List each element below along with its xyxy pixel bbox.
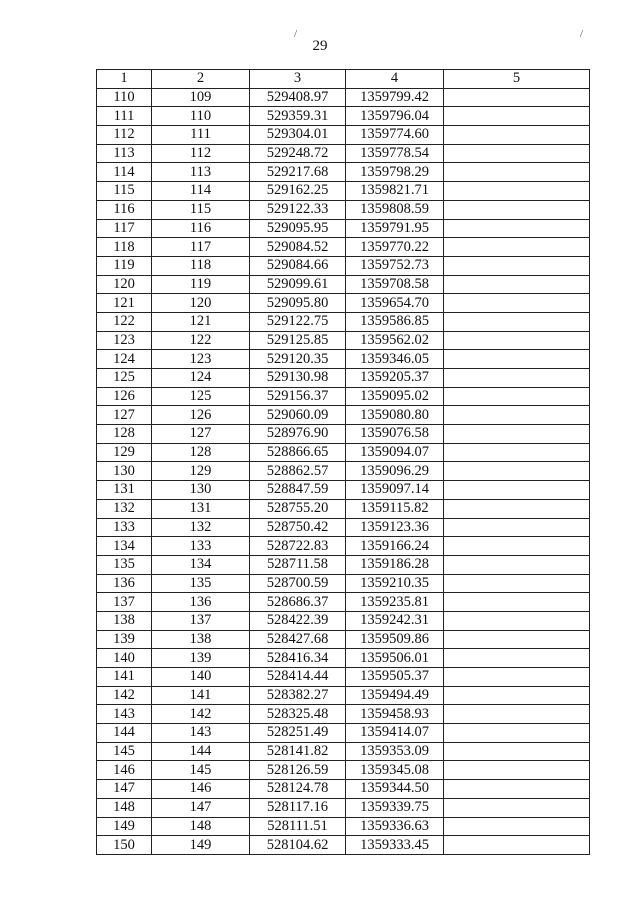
prev-point-cell: 112 <box>152 144 250 163</box>
y-coordinate-cell: 1359076.58 <box>346 425 444 444</box>
point-number-cell: 145 <box>97 742 152 761</box>
x-coordinate-cell: 528124.78 <box>250 780 346 799</box>
point-number-cell: 125 <box>97 369 152 388</box>
prev-point-cell: 118 <box>152 256 250 275</box>
prev-point-cell: 137 <box>152 611 250 630</box>
y-coordinate-cell: 1359791.95 <box>346 219 444 238</box>
prev-point-cell: 129 <box>152 462 250 481</box>
table-row <box>97 294 590 313</box>
column-header: 1 <box>97 70 152 89</box>
prev-point-cell: 144 <box>152 742 250 761</box>
note-cell <box>444 406 590 425</box>
prev-point-cell: 140 <box>152 668 250 687</box>
x-coordinate-cell: 529217.68 <box>250 163 346 182</box>
prev-point-cell: 121 <box>152 312 250 331</box>
prev-point-cell: 141 <box>152 686 250 705</box>
point-number-cell: 119 <box>97 256 152 275</box>
point-number-cell: 137 <box>97 593 152 612</box>
table-row <box>97 350 590 369</box>
x-coordinate-cell: 529122.75 <box>250 312 346 331</box>
x-coordinate-cell: 528722.83 <box>250 537 346 556</box>
table-row <box>97 742 590 761</box>
point-number-cell: 132 <box>97 499 152 518</box>
y-coordinate-cell: 1359770.22 <box>346 238 444 257</box>
y-coordinate-cell: 1359414.07 <box>346 724 444 743</box>
note-cell <box>444 387 590 406</box>
point-number-cell: 110 <box>97 88 152 107</box>
y-coordinate-cell: 1359094.07 <box>346 443 444 462</box>
point-number-cell: 129 <box>97 443 152 462</box>
x-coordinate-cell: 529122.33 <box>250 200 346 219</box>
table-row <box>97 668 590 687</box>
table-row <box>97 387 590 406</box>
prev-point-cell: 147 <box>152 798 250 817</box>
prev-point-cell: 115 <box>152 200 250 219</box>
scan-mark-left: / <box>294 28 298 40</box>
x-coordinate-cell: 528711.58 <box>250 555 346 574</box>
y-coordinate-cell: 1359778.54 <box>346 144 444 163</box>
table-row <box>97 574 590 593</box>
note-cell <box>444 219 590 238</box>
y-coordinate-cell: 1359494.49 <box>346 686 444 705</box>
point-number-cell: 147 <box>97 780 152 799</box>
table-row <box>97 611 590 630</box>
column-header: 2 <box>152 70 250 89</box>
note-cell <box>444 518 590 537</box>
table-row <box>97 537 590 556</box>
point-number-cell: 128 <box>97 425 152 444</box>
y-coordinate-cell: 1359458.93 <box>346 705 444 724</box>
x-coordinate-cell: 528866.65 <box>250 443 346 462</box>
note-cell <box>444 593 590 612</box>
x-coordinate-cell: 528847.59 <box>250 481 346 500</box>
note-cell <box>444 649 590 668</box>
y-coordinate-cell: 1359097.14 <box>346 481 444 500</box>
point-number-cell: 134 <box>97 537 152 556</box>
prev-point-cell: 138 <box>152 630 250 649</box>
x-coordinate-cell: 528750.42 <box>250 518 346 537</box>
column-header: 3 <box>250 70 346 89</box>
note-cell <box>444 350 590 369</box>
prev-point-cell: 134 <box>152 555 250 574</box>
point-number-cell: 113 <box>97 144 152 163</box>
point-number-cell: 149 <box>97 817 152 836</box>
table-row <box>97 555 590 574</box>
prev-point-cell: 132 <box>152 518 250 537</box>
point-number-cell: 114 <box>97 163 152 182</box>
point-number-cell: 116 <box>97 200 152 219</box>
x-coordinate-cell: 528414.44 <box>250 668 346 687</box>
note-cell <box>444 780 590 799</box>
table-body <box>97 88 590 854</box>
y-coordinate-cell: 1359708.58 <box>346 275 444 294</box>
point-number-cell: 148 <box>97 798 152 817</box>
point-number-cell: 127 <box>97 406 152 425</box>
prev-point-cell: 145 <box>152 761 250 780</box>
prev-point-cell: 122 <box>152 331 250 350</box>
y-coordinate-cell: 1359562.02 <box>346 331 444 350</box>
x-coordinate-cell: 529162.25 <box>250 182 346 201</box>
y-coordinate-cell: 1359242.31 <box>346 611 444 630</box>
note-cell <box>444 705 590 724</box>
point-number-cell: 140 <box>97 649 152 668</box>
y-coordinate-cell: 1359336.63 <box>346 817 444 836</box>
prev-point-cell: 148 <box>152 817 250 836</box>
table-row <box>97 369 590 388</box>
prev-point-cell: 133 <box>152 537 250 556</box>
y-coordinate-cell: 1359205.37 <box>346 369 444 388</box>
x-coordinate-cell: 529095.95 <box>250 219 346 238</box>
x-coordinate-cell: 528382.27 <box>250 686 346 705</box>
x-coordinate-cell: 529156.37 <box>250 387 346 406</box>
note-cell <box>444 686 590 705</box>
point-number-cell: 111 <box>97 107 152 126</box>
table-row <box>97 275 590 294</box>
x-coordinate-cell: 528111.51 <box>250 817 346 836</box>
prev-point-cell: 130 <box>152 481 250 500</box>
note-cell <box>444 275 590 294</box>
y-coordinate-cell: 1359333.45 <box>346 836 444 855</box>
point-number-cell: 130 <box>97 462 152 481</box>
y-coordinate-cell: 1359210.35 <box>346 574 444 593</box>
y-coordinate-cell: 1359586.85 <box>346 312 444 331</box>
prev-point-cell: 111 <box>152 126 250 145</box>
note-cell <box>444 798 590 817</box>
point-number-cell: 135 <box>97 555 152 574</box>
table-row <box>97 518 590 537</box>
prev-point-cell: 128 <box>152 443 250 462</box>
note-cell <box>444 555 590 574</box>
x-coordinate-cell: 528686.37 <box>250 593 346 612</box>
table-row <box>97 761 590 780</box>
x-coordinate-cell: 529130.98 <box>250 369 346 388</box>
note-cell <box>444 369 590 388</box>
y-coordinate-cell: 1359774.60 <box>346 126 444 145</box>
prev-point-cell: 123 <box>152 350 250 369</box>
table-row <box>97 836 590 855</box>
note-cell <box>444 443 590 462</box>
prev-point-cell: 149 <box>152 836 250 855</box>
x-coordinate-cell: 529359.31 <box>250 107 346 126</box>
x-coordinate-cell: 528416.34 <box>250 649 346 668</box>
table-row <box>97 126 590 145</box>
prev-point-cell: 110 <box>152 107 250 126</box>
scan-mark-right: / <box>580 28 584 40</box>
y-coordinate-cell: 1359123.36 <box>346 518 444 537</box>
prev-point-cell: 139 <box>152 649 250 668</box>
y-coordinate-cell: 1359096.29 <box>346 462 444 481</box>
x-coordinate-cell: 529095.80 <box>250 294 346 313</box>
note-cell <box>444 425 590 444</box>
x-coordinate-cell: 529304.01 <box>250 126 346 145</box>
point-number-cell: 142 <box>97 686 152 705</box>
point-number-cell: 121 <box>97 294 152 313</box>
y-coordinate-cell: 1359339.75 <box>346 798 444 817</box>
point-number-cell: 133 <box>97 518 152 537</box>
y-coordinate-cell: 1359505.37 <box>346 668 444 687</box>
prev-point-cell: 109 <box>152 88 250 107</box>
point-number-cell: 120 <box>97 275 152 294</box>
table-row <box>97 686 590 705</box>
table-row <box>97 182 590 201</box>
prev-point-cell: 136 <box>152 593 250 612</box>
table-row <box>97 593 590 612</box>
point-number-cell: 117 <box>97 219 152 238</box>
y-coordinate-cell: 1359166.24 <box>346 537 444 556</box>
note-cell <box>444 238 590 257</box>
y-coordinate-cell: 1359821.71 <box>346 182 444 201</box>
note-cell <box>444 107 590 126</box>
table-row <box>97 780 590 799</box>
note-cell <box>444 294 590 313</box>
prev-point-cell: 120 <box>152 294 250 313</box>
table-row <box>97 88 590 107</box>
x-coordinate-cell: 529084.66 <box>250 256 346 275</box>
column-header: 4 <box>346 70 444 89</box>
x-coordinate-cell: 528976.90 <box>250 425 346 444</box>
table-row <box>97 724 590 743</box>
y-coordinate-cell: 1359808.59 <box>346 200 444 219</box>
point-number-cell: 123 <box>97 331 152 350</box>
page-number: 29 <box>312 38 328 54</box>
y-coordinate-cell: 1359186.28 <box>346 555 444 574</box>
table-row <box>97 462 590 481</box>
note-cell <box>444 724 590 743</box>
y-coordinate-cell: 1359798.29 <box>346 163 444 182</box>
point-number-cell: 112 <box>97 126 152 145</box>
table-row <box>97 238 590 257</box>
x-coordinate-cell: 528117.16 <box>250 798 346 817</box>
table-row <box>97 200 590 219</box>
y-coordinate-cell: 1359344.50 <box>346 780 444 799</box>
note-cell <box>444 574 590 593</box>
note-cell <box>444 182 590 201</box>
prev-point-cell: 113 <box>152 163 250 182</box>
prev-point-cell: 135 <box>152 574 250 593</box>
point-number-cell: 141 <box>97 668 152 687</box>
y-coordinate-cell: 1359235.81 <box>346 593 444 612</box>
note-cell <box>444 668 590 687</box>
note-cell <box>444 630 590 649</box>
point-number-cell: 150 <box>97 836 152 855</box>
point-number-cell: 118 <box>97 238 152 257</box>
x-coordinate-cell: 528427.68 <box>250 630 346 649</box>
x-coordinate-cell: 529099.61 <box>250 275 346 294</box>
y-coordinate-cell: 1359654.70 <box>346 294 444 313</box>
x-coordinate-cell: 528700.59 <box>250 574 346 593</box>
note-cell <box>444 144 590 163</box>
table-row <box>97 481 590 500</box>
table-row <box>97 817 590 836</box>
x-coordinate-cell: 528141.82 <box>250 742 346 761</box>
coordinates-table <box>96 69 590 855</box>
table-header-row <box>97 70 590 89</box>
y-coordinate-cell: 1359346.05 <box>346 350 444 369</box>
note-cell <box>444 499 590 518</box>
note-cell <box>444 537 590 556</box>
prev-point-cell: 143 <box>152 724 250 743</box>
table-row <box>97 144 590 163</box>
x-coordinate-cell: 528104.62 <box>250 836 346 855</box>
table-row <box>97 256 590 275</box>
point-number-cell: 115 <box>97 182 152 201</box>
prev-point-cell: 114 <box>152 182 250 201</box>
point-number-cell: 136 <box>97 574 152 593</box>
x-coordinate-cell: 529120.35 <box>250 350 346 369</box>
table-row <box>97 705 590 724</box>
note-cell <box>444 481 590 500</box>
note-cell <box>444 200 590 219</box>
note-cell <box>444 611 590 630</box>
prev-point-cell: 117 <box>152 238 250 257</box>
note-cell <box>444 88 590 107</box>
prev-point-cell: 119 <box>152 275 250 294</box>
x-coordinate-cell: 529125.85 <box>250 331 346 350</box>
y-coordinate-cell: 1359345.08 <box>346 761 444 780</box>
table-row <box>97 649 590 668</box>
y-coordinate-cell: 1359509.86 <box>346 630 444 649</box>
x-coordinate-cell: 529060.09 <box>250 406 346 425</box>
prev-point-cell: 116 <box>152 219 250 238</box>
note-cell <box>444 761 590 780</box>
table-row <box>97 107 590 126</box>
note-cell <box>444 742 590 761</box>
table-row <box>97 499 590 518</box>
table-row <box>97 163 590 182</box>
prev-point-cell: 126 <box>152 406 250 425</box>
table-row <box>97 443 590 462</box>
y-coordinate-cell: 1359095.02 <box>346 387 444 406</box>
table-row <box>97 219 590 238</box>
table-row <box>97 406 590 425</box>
y-coordinate-cell: 1359796.04 <box>346 107 444 126</box>
y-coordinate-cell: 1359506.01 <box>346 649 444 668</box>
x-coordinate-cell: 528251.49 <box>250 724 346 743</box>
y-coordinate-cell: 1359115.82 <box>346 499 444 518</box>
note-cell <box>444 836 590 855</box>
x-coordinate-cell: 528325.48 <box>250 705 346 724</box>
note-cell <box>444 256 590 275</box>
point-number-cell: 122 <box>97 312 152 331</box>
prev-point-cell: 125 <box>152 387 250 406</box>
table-row <box>97 798 590 817</box>
prev-point-cell: 146 <box>152 780 250 799</box>
point-number-cell: 139 <box>97 630 152 649</box>
point-number-cell: 124 <box>97 350 152 369</box>
x-coordinate-cell: 529408.97 <box>250 88 346 107</box>
x-coordinate-cell: 528862.57 <box>250 462 346 481</box>
y-coordinate-cell: 1359799.42 <box>346 88 444 107</box>
y-coordinate-cell: 1359752.73 <box>346 256 444 275</box>
point-number-cell: 144 <box>97 724 152 743</box>
point-number-cell: 146 <box>97 761 152 780</box>
table-row <box>97 425 590 444</box>
note-cell <box>444 462 590 481</box>
table-row <box>97 312 590 331</box>
column-header: 5 <box>444 70 590 89</box>
table-row <box>97 331 590 350</box>
x-coordinate-cell: 528126.59 <box>250 761 346 780</box>
point-number-cell: 143 <box>97 705 152 724</box>
y-coordinate-cell: 1359353.09 <box>346 742 444 761</box>
x-coordinate-cell: 528755.20 <box>250 499 346 518</box>
point-number-cell: 131 <box>97 481 152 500</box>
table-row <box>97 630 590 649</box>
note-cell <box>444 331 590 350</box>
point-number-cell: 126 <box>97 387 152 406</box>
prev-point-cell: 127 <box>152 425 250 444</box>
note-cell <box>444 163 590 182</box>
note-cell <box>444 312 590 331</box>
x-coordinate-cell: 529084.52 <box>250 238 346 257</box>
point-number-cell: 138 <box>97 611 152 630</box>
note-cell <box>444 126 590 145</box>
x-coordinate-cell: 529248.72 <box>250 144 346 163</box>
prev-point-cell: 131 <box>152 499 250 518</box>
prev-point-cell: 142 <box>152 705 250 724</box>
y-coordinate-cell: 1359080.80 <box>346 406 444 425</box>
note-cell <box>444 817 590 836</box>
prev-point-cell: 124 <box>152 369 250 388</box>
x-coordinate-cell: 528422.39 <box>250 611 346 630</box>
